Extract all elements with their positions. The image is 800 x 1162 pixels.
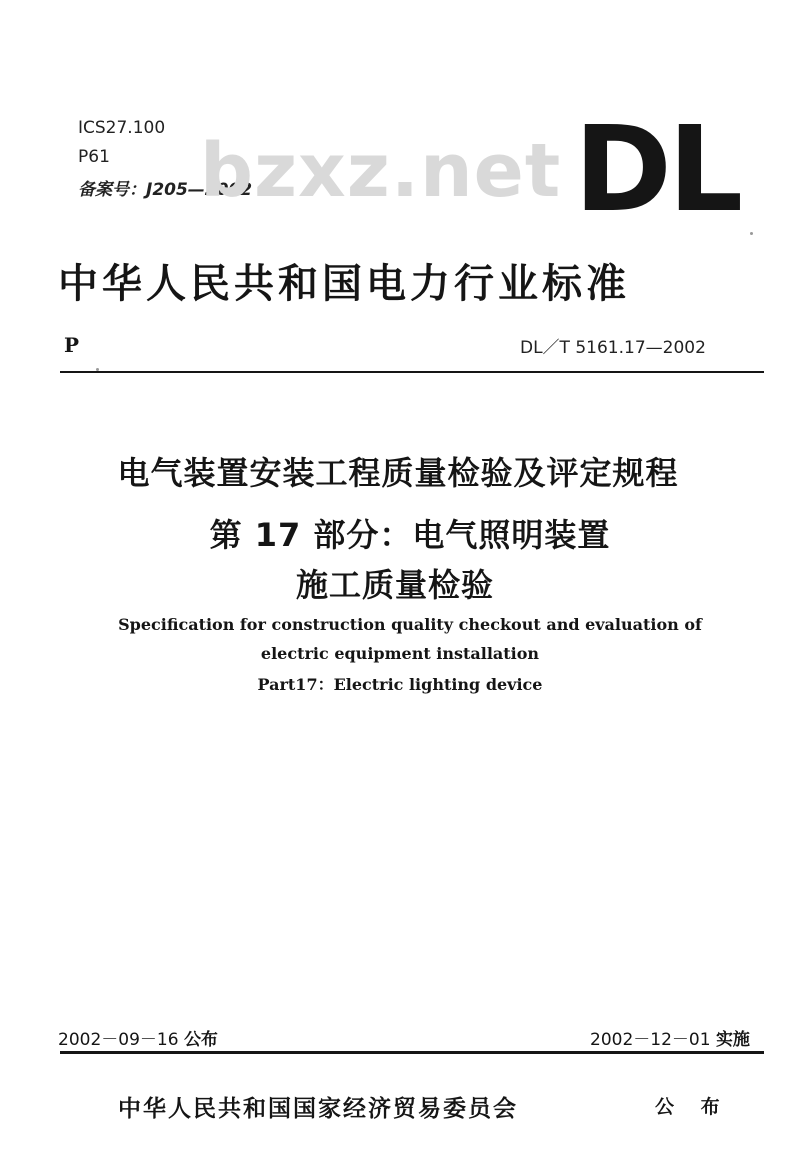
title-cn-line3: 施工质量检验: [295, 566, 494, 604]
standard-number: DL／T 5161.17—2002: [520, 338, 706, 358]
issue-label: 公布: [183, 1030, 218, 1050]
issue-date: [58, 1025, 218, 1050]
issuer: 中华人民共和国国家经济贸易委员会: [118, 1096, 518, 1122]
implement-date: [590, 1025, 750, 1050]
title-en-line3: Part17：Electric lighting device: [257, 675, 543, 694]
implement-date-value: 2002－12－01: [590, 1030, 711, 1050]
industry-standard-title: 中华人民共和国电力行业标准: [58, 261, 630, 307]
issue-date-value: 2002－09－16: [58, 1030, 179, 1050]
watermark: bzxz.net: [200, 128, 562, 214]
scan-speck: [750, 232, 753, 235]
implement-label: 实施: [715, 1030, 750, 1050]
dl-logo: DL: [574, 100, 740, 238]
title-cn-line2: 第 17 部分：电气照明装置: [209, 516, 611, 554]
publish-label: 公 布: [655, 1096, 730, 1118]
record-number: 备案号：J205—2002: [78, 180, 253, 200]
ics-code: ICS27.100: [78, 118, 166, 138]
title-en-line1: Specification for construction quality checkout and evaluation of: [118, 615, 702, 634]
class-code: P61: [78, 147, 110, 167]
title-cn-line1: 电气装置安装工程质量检验及评定规程: [117, 454, 679, 492]
title-en-line2: electric equipment installation: [260, 644, 540, 663]
bottom-divider: [60, 1051, 764, 1054]
classification-letter: P: [64, 333, 80, 357]
top-divider: [60, 371, 764, 373]
scan-speck: [96, 368, 99, 371]
